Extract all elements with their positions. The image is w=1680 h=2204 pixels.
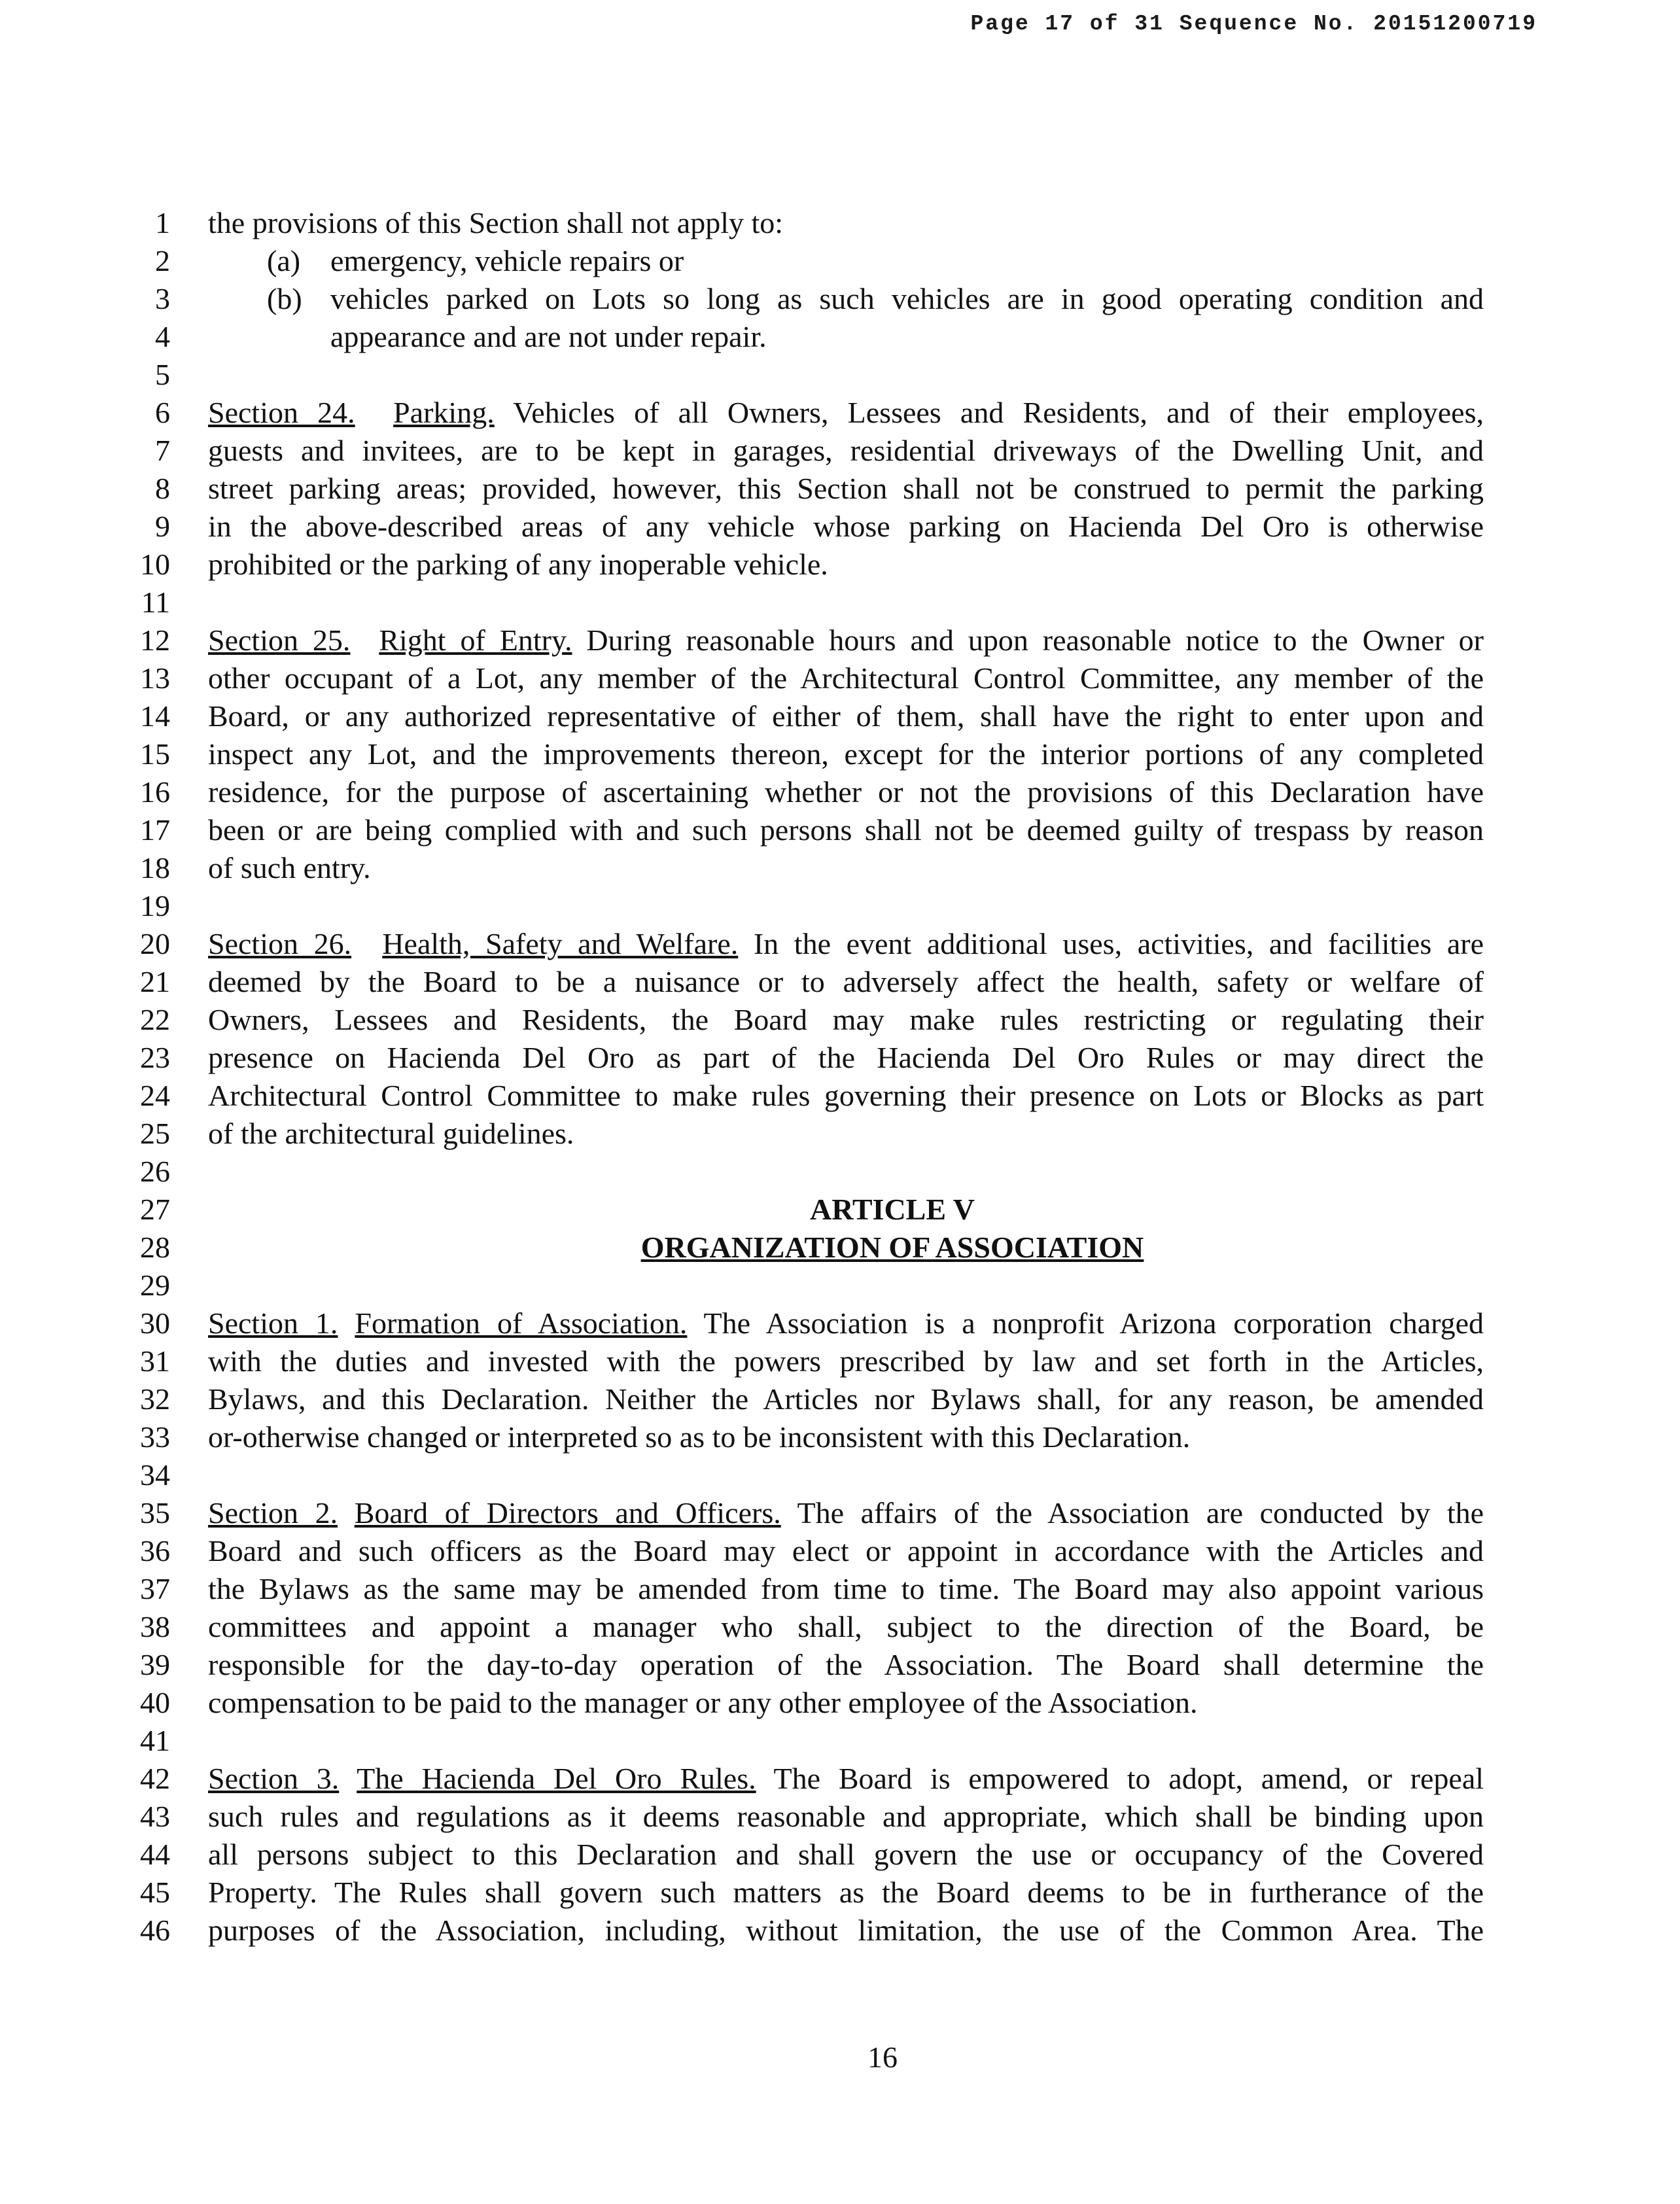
line-number: 27 [140,1193,170,1226]
line-text: such rules and regulations as it deems reasonable and appropriate, which shall be binding upon [208,1800,1484,1833]
line-text: of the architectural guidelines. [208,1117,574,1150]
line-number: 36 [140,1534,170,1567]
line-text: Section 25. Right of Entry. During reasonable hours and upon reasonable notice to the Owner or [208,623,1484,657]
text-line [0,1646,1680,1684]
line-text: compensation to be paid to the manager or any other employee of the Association. [208,1686,1198,1719]
line-text: Property. The Rules shall govern such matters as the Board deems to be in furtherance of the [208,1876,1484,1909]
line-text: street parking areas; provided, however, this Section shall not be construed to permit the parking [208,472,1484,505]
line-number: 14 [140,699,170,733]
text-line [0,697,1680,735]
line-number: 10 [140,548,170,581]
line-text: Board and such officers as the Board may elect or appoint in accordance with the Articles and [208,1534,1484,1567]
text-line [0,1153,1680,1191]
line-number: 7 [155,434,170,467]
text-line [0,1608,1680,1646]
line-number: 41 [140,1724,170,1757]
line-number: 8 [155,472,170,505]
document-body [0,204,1680,1950]
line-number: 38 [140,1610,170,1643]
line-number: 3 [155,282,170,315]
text-line [0,849,1680,887]
line-number: 19 [140,889,170,922]
text-line [0,659,1680,697]
line-text: with the duties and invested with the powers prescribed by law and set forth in the Articles, [208,1344,1484,1378]
text-line [0,1532,1680,1570]
text-line [0,1115,1680,1153]
line-number: 42 [140,1762,170,1795]
text-line [0,508,1680,546]
line-number: 35 [140,1496,170,1530]
line-text: Owners, Lessees and Residents, the Board may make rules restricting or regulating their [208,1003,1484,1036]
list-label: (a) [267,244,301,277]
line-number: 39 [140,1648,170,1681]
text-line [0,470,1680,508]
line-text: in the above-described areas of any vehicle whose parking on Hacienda Del Oro is otherwise [208,510,1484,543]
line-number: 12 [140,623,170,657]
text-line [0,1001,1680,1039]
line-number: 23 [140,1041,170,1074]
text-line [0,394,1680,432]
line-number: 25 [140,1117,170,1150]
line-number: 43 [140,1800,170,1833]
line-text: emergency, vehicle repairs or [330,244,684,277]
text-line [0,811,1680,849]
section-title: Board of Directors and Officers. [354,1496,781,1530]
line-number: 6 [155,396,170,429]
line-text: deemed by the Board to be a nuisance or to adversely affect the health, safety or welfare of [208,965,1484,998]
line-number: 21 [140,965,170,998]
line-text: of such entry. [208,851,371,884]
text-line [0,432,1680,470]
section-title: Right of Entry. [379,623,572,657]
line-number: 18 [140,851,170,884]
line-number: 11 [141,586,170,619]
text-line [0,1267,1680,1304]
text-line [0,318,1680,356]
line-number: 30 [140,1306,170,1340]
line-number: 32 [140,1382,170,1416]
page-number: 16 [867,2040,898,2074]
text-line [0,1304,1680,1342]
section-title: The Hacienda Del Oro Rules. [357,1762,756,1795]
text-line [0,1039,1680,1077]
text-line [0,1456,1680,1494]
list-label: (b) [267,282,302,315]
text-line [0,356,1680,394]
section-number: Section 3. [208,1762,340,1795]
line-number: 1 [155,206,170,239]
line-text: purposes of the Association, including, without limitation, the use of the Common Area. The [208,1914,1484,1947]
page-sequence-header: Page 17 of 31 Sequence No. 20151200719 [970,12,1537,36]
line-text: been or are being complied with and such persons shall not be deemed guilty of trespass by reason [208,813,1484,847]
section-title: Parking. [393,396,495,429]
section-number: Section 26. [208,927,352,960]
text-line [0,925,1680,963]
line-number: 13 [140,661,170,695]
text-line [0,1077,1680,1115]
text-line [0,1684,1680,1722]
line-text: responsible for the day-to-day operation of the Association. The Board shall determine the [208,1648,1484,1681]
line-number: 45 [140,1876,170,1909]
text-line [0,1836,1680,1874]
text-line [0,584,1680,621]
section-title: Health, Safety and Welfare. [382,927,739,960]
text-line [0,887,1680,925]
text-line [0,1912,1680,1950]
text-line [0,963,1680,1001]
text-line [0,1229,1680,1267]
line-text: Section 2. Board of Directors and Officers. The affairs of the Association are conducted by the [208,1496,1484,1530]
text-line [0,242,1680,280]
section-number: Section 2. [208,1496,338,1530]
section-title: Formation of Association. [355,1306,688,1340]
line-text: Section 3. The Hacienda Del Oro Rules. The Board is empowered to adopt, amend, or repeal [208,1762,1484,1795]
line-text: committees and appoint a manager who shall, subject to the direction of the Board, be [208,1610,1484,1643]
line-text: prohibited or the parking of any inoperable vehicle. [208,548,828,581]
line-number: 33 [140,1420,170,1454]
text-line [0,1380,1680,1418]
line-number: 15 [140,737,170,771]
text-line [0,1494,1680,1532]
section-number: Section 25. [208,623,351,657]
line-text: Section 24. Parking. Vehicles of all Owners, Lessees and Residents, and of their employees, [208,396,1484,429]
line-text: residence, for the purpose of ascertaining whether or not the provisions of this Declaration have [208,775,1484,809]
line-text: guests and invitees, are to be kept in garages, residential driveways of the Dwelling Unit, and [208,434,1484,467]
line-number: 4 [155,320,170,353]
line-text: all persons subject to this Declaration and shall govern the use or occupancy of the Covered [208,1838,1484,1871]
line-text: other occupant of a Lot, any member of the Architectural Control Committee, any member of the [208,661,1484,695]
text-line [0,1722,1680,1760]
line-text: presence on Hacienda Del Oro as part of the Hacienda Del Oro Rules or may direct the [208,1041,1484,1074]
line-text: Board, or any authorized representative of either of them, shall have the right to enter upon and [208,699,1484,733]
line-number: 31 [140,1344,170,1378]
text-line [0,1798,1680,1836]
line-number: 20 [140,927,170,960]
text-line [0,773,1680,811]
line-text: appearance and are not under repair. [330,320,767,353]
line-number: 29 [140,1268,170,1302]
line-number: 2 [155,244,170,277]
text-line [0,735,1680,773]
line-text: inspect any Lot, and the improvements thereon, except for the interior portions of any completed [208,737,1484,771]
text-line [0,1874,1680,1912]
line-text: Architectural Control Committee to make rules governing their presence on Lots or Blocks as part [208,1079,1484,1112]
line-number: 26 [140,1155,170,1188]
line-number: 44 [140,1838,170,1871]
line-number: 28 [140,1231,170,1264]
line-text: or-otherwise changed or interpreted so as to be inconsistent with this Declaration. [208,1420,1191,1454]
text-line [0,621,1680,659]
line-number: 24 [140,1079,170,1112]
line-number: 46 [140,1914,170,1947]
line-text: Bylaws, and this Declaration. Neither the Articles nor Bylaws shall, for any reason, be amended [208,1382,1484,1416]
line-text: Section 26. Health, Safety and Welfare. In the event additional uses, activities, and facilities are [208,927,1484,960]
text-line [0,204,1680,242]
article-heading: ARTICLE V [810,1193,975,1226]
line-text: the provisions of this Section shall not apply to: [208,206,784,239]
line-text: vehicles parked on Lots so long as such vehicles are in good operating condition and [330,282,1484,315]
text-line [0,1760,1680,1798]
text-line [0,280,1680,318]
line-number: 17 [140,813,170,847]
text-line [0,1418,1680,1456]
line-number: 16 [140,775,170,809]
line-number: 34 [140,1458,170,1492]
text-line [0,546,1680,584]
text-line [0,1570,1680,1608]
line-number: 9 [155,510,170,543]
line-number: 37 [140,1572,170,1605]
section-number: Section 1. [208,1306,338,1340]
text-line [0,1342,1680,1380]
article-title: ORGANIZATION OF ASSOCIATION [640,1231,1144,1264]
line-number: 5 [155,358,170,391]
line-number: 22 [140,1003,170,1036]
section-number: Section 24. [208,396,355,429]
line-text: the Bylaws as the same may be amended from time to time. The Board may also appoint various [208,1572,1484,1605]
line-text: Section 1. Formation of Association. The Association is a nonprofit Arizona corporation charged [208,1306,1484,1340]
line-number: 40 [140,1686,170,1719]
text-line [0,1191,1680,1229]
